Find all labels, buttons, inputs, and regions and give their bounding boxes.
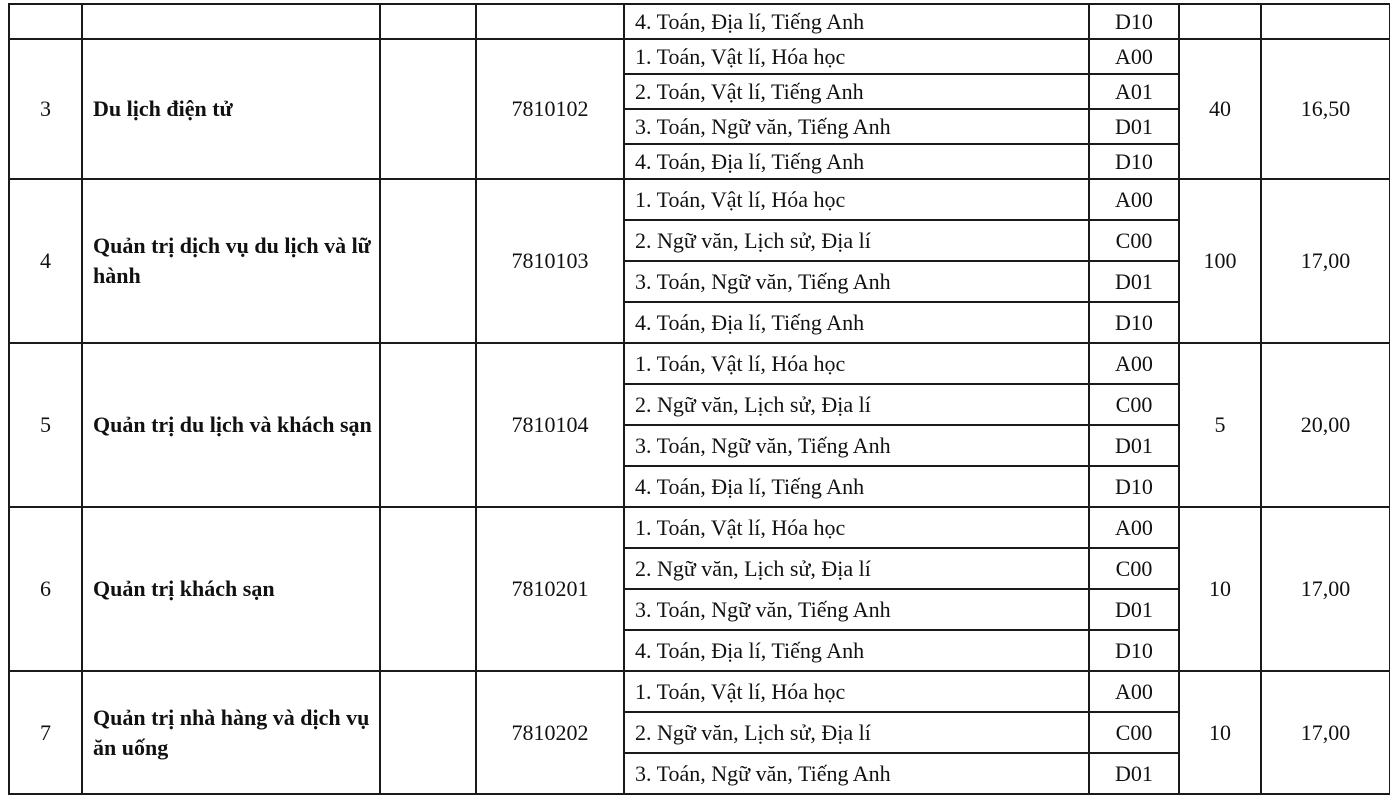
program-stt: 4 (9, 179, 82, 343)
program-score: 16,50 (1261, 39, 1390, 179)
program-code: 7810201 (476, 507, 624, 671)
admission-table (8, 3, 1390, 795)
block-code: C00 (1089, 220, 1179, 261)
subject-combo: 1. Toán, Vật lí, Hóa học (624, 507, 1089, 548)
empty-cell (380, 39, 476, 179)
subject-combo: 4. Toán, Địa lí, Tiếng Anh (624, 466, 1089, 507)
program-score: 17,00 (1261, 507, 1390, 671)
subject-combo: 2. Ngữ văn, Lịch sử, Địa lí (624, 220, 1089, 261)
table-row (9, 507, 1390, 548)
block-code: D01 (1089, 753, 1179, 794)
block-code: D10 (1089, 4, 1179, 39)
program-quota: 100 (1179, 179, 1261, 343)
program-name-cell-empty (82, 4, 380, 39)
block-code: C00 (1089, 712, 1179, 753)
empty-cell (380, 343, 476, 507)
block-code: D01 (1089, 261, 1179, 302)
program-code: 7810102 (476, 39, 624, 179)
table-row (9, 39, 1390, 74)
score-cell-empty (1261, 4, 1390, 39)
subject-combo: 1. Toán, Vật lí, Hóa học (624, 671, 1089, 712)
subject-combo: 4. Toán, Địa lí, Tiếng Anh (624, 302, 1089, 343)
block-code: A00 (1089, 343, 1179, 384)
program-stt: 7 (9, 671, 82, 794)
program-quota: 40 (1179, 39, 1261, 179)
subject-combo: 4. Toán, Địa lí, Tiếng Anh (624, 630, 1089, 671)
program-score: 17,00 (1261, 179, 1390, 343)
block-code: C00 (1089, 384, 1179, 425)
table-row (9, 179, 1390, 220)
subject-combo: 3. Toán, Ngữ văn, Tiếng Anh (624, 753, 1089, 794)
stt-cell-empty (9, 4, 82, 39)
program-quota: 10 (1179, 671, 1261, 794)
subject-combo: 2. Toán, Vật lí, Tiếng Anh (624, 74, 1089, 109)
empty-cell (380, 671, 476, 794)
subject-combo: 3. Toán, Ngữ văn, Tiếng Anh (624, 425, 1089, 466)
program-stt: 6 (9, 507, 82, 671)
program-score: 20,00 (1261, 343, 1390, 507)
empty-cell (380, 179, 476, 343)
program-name: Quản trị khách sạn (82, 507, 380, 671)
block-code: D10 (1089, 630, 1179, 671)
subject-combo: 3. Toán, Ngữ văn, Tiếng Anh (624, 589, 1089, 630)
block-code: D01 (1089, 589, 1179, 630)
block-code: A00 (1089, 179, 1179, 220)
program-stt: 5 (9, 343, 82, 507)
program-quota: 10 (1179, 507, 1261, 671)
table-row-continuation (9, 4, 1390, 39)
block-code: A00 (1089, 39, 1179, 74)
subject-combo: 2. Ngữ văn, Lịch sử, Địa lí (624, 384, 1089, 425)
block-code: A00 (1089, 507, 1179, 548)
program-name: Quản trị du lịch và khách sạn (82, 343, 380, 507)
subject-combo: 3. Toán, Ngữ văn, Tiếng Anh (624, 261, 1089, 302)
block-code: D10 (1089, 302, 1179, 343)
subject-combo: 3. Toán, Ngữ văn, Tiếng Anh (624, 109, 1089, 144)
block-code: A00 (1089, 671, 1179, 712)
quota-cell-empty (1179, 4, 1261, 39)
subject-combo: 1. Toán, Vật lí, Hóa học (624, 39, 1089, 74)
program-quota: 5 (1179, 343, 1261, 507)
empty-cell (380, 4, 476, 39)
block-code: D01 (1089, 425, 1179, 466)
program-name: Quản trị nhà hàng và dịch vụ ăn uống (82, 671, 380, 794)
program-name: Du lịch điện tử (82, 39, 380, 179)
program-code-cell-empty (476, 4, 624, 39)
subject-combo: 4. Toán, Địa lí, Tiếng Anh (624, 144, 1089, 179)
table-row (9, 671, 1390, 712)
program-stt: 3 (9, 39, 82, 179)
subject-combo: 2. Ngữ văn, Lịch sử, Địa lí (624, 548, 1089, 589)
block-code: D10 (1089, 144, 1179, 179)
program-score: 17,00 (1261, 671, 1390, 794)
subject-combo: 1. Toán, Vật lí, Hóa học (624, 179, 1089, 220)
subject-combo: 4. Toán, Địa lí, Tiếng Anh (624, 4, 1089, 39)
block-code: C00 (1089, 548, 1179, 589)
program-code: 7810104 (476, 343, 624, 507)
block-code: A01 (1089, 74, 1179, 109)
program-code: 7810202 (476, 671, 624, 794)
block-code: D10 (1089, 466, 1179, 507)
program-code: 7810103 (476, 179, 624, 343)
empty-cell (380, 507, 476, 671)
block-code: D01 (1089, 109, 1179, 144)
subject-combo: 1. Toán, Vật lí, Hóa học (624, 343, 1089, 384)
table-row (9, 343, 1390, 384)
program-name: Quản trị dịch vụ du lịch và lữ hành (82, 179, 380, 343)
subject-combo: 2. Ngữ văn, Lịch sử, Địa lí (624, 712, 1089, 753)
